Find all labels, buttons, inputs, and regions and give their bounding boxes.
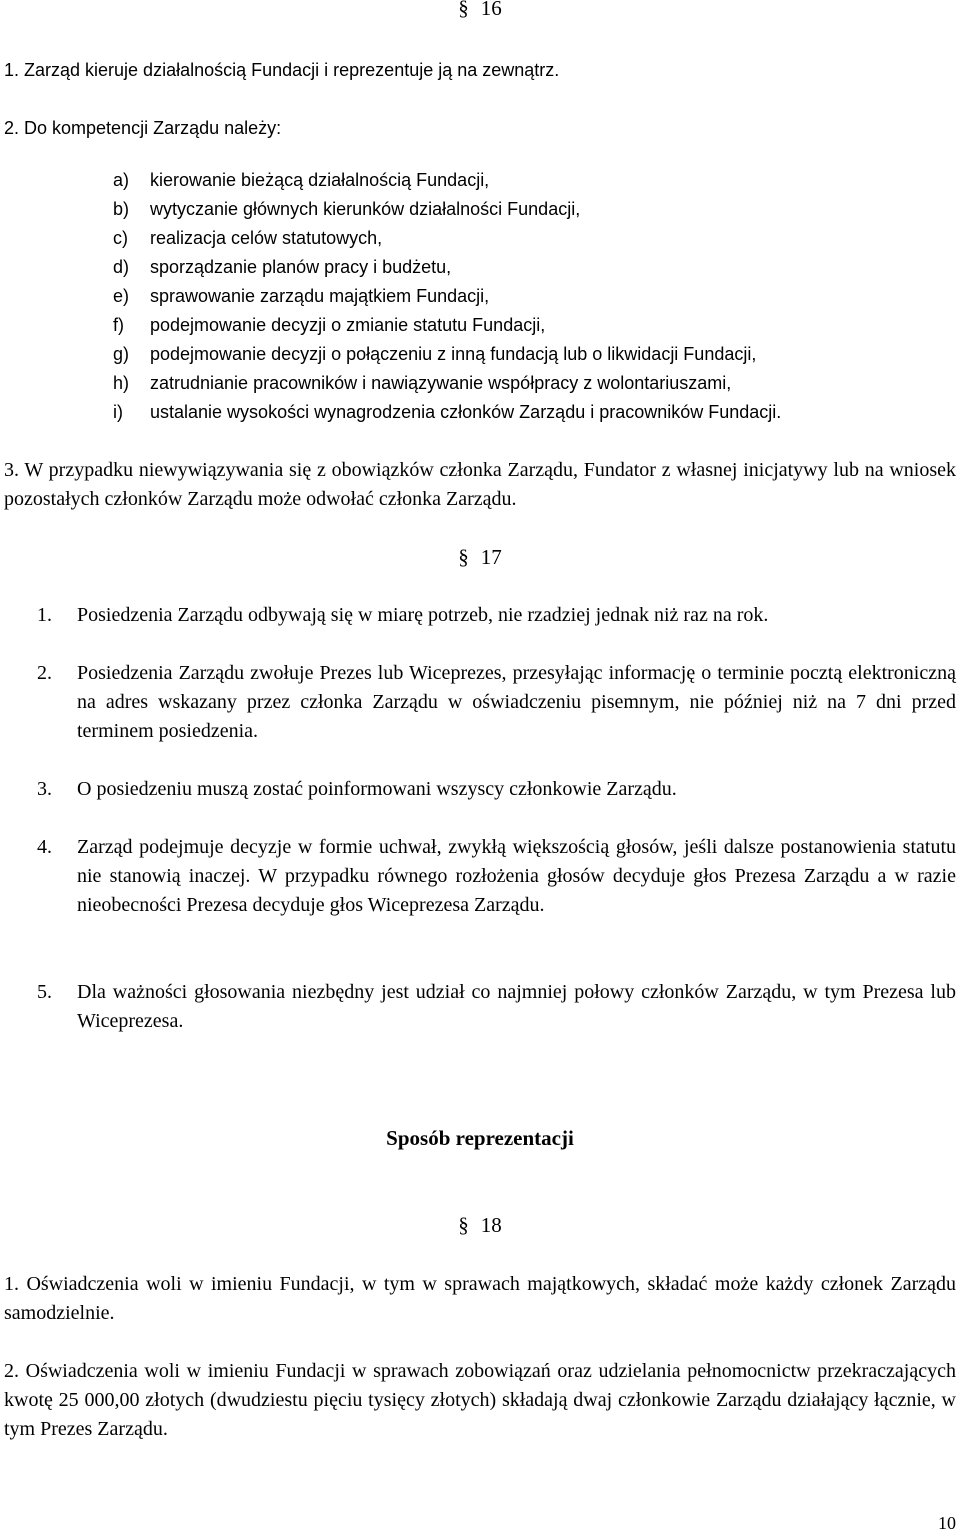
- list-item: g) podejmowanie decyzji o połączeniu z inną fundacją lub o likwidacji Fundacji,: [113, 344, 757, 364]
- section-symbol: §: [458, 545, 469, 569]
- list-item: i) ustalanie wysokości wynagrodzenia członków Zarządu i pracowników Fundacji.: [113, 402, 782, 422]
- list-item: h) zatrudnianie pracowników i nawiązywanie współpracy z wolontariuszami,: [113, 373, 732, 393]
- list-item: c) realizacja celów statutowych,: [113, 228, 383, 248]
- list-item: 5. Dla ważności głosowania niezbędny jest udział co najmniej połowy członków Zarządu, w tym Prezesa lub Wiceprezesa.: [37, 981, 956, 1032]
- list-item: d) sporządzanie planów pracy i budżetu,: [113, 257, 452, 277]
- section-number: 16: [480, 0, 502, 20]
- paragraph-16-2: 2. Do kompetencji Zarządu należy:: [4, 118, 282, 138]
- section-symbol: §: [458, 0, 469, 20]
- section-heading: Sposób reprezentacji: [386, 1126, 574, 1150]
- section-17-header: [0, 543, 960, 572]
- list-item: 2. Posiedzenia Zarządu zwołuje Prezes lub Wiceprezes, przesyłając informację o terminie pocztą elektroniczną na adres wskazany przez członka Zarządu w oświadczeniu pisemnym, nie później niż na 7 dni przed terminem posiedzenia.: [37, 662, 956, 742]
- paragraph-16-3: 3. W przypadku niewywiązywania się z obowiązków członka Zarządu, Fundator z własnej inicjatywy lub na wniosek pozostałych członków Zarządu może odwołać członka Zarządu.: [4, 459, 956, 510]
- list-item: 1. Posiedzenia Zarządu odbywają się w miarę potrzeb, nie rzadziej jednak niż raz na rok.: [37, 604, 769, 626]
- section-18-header: [0, 1211, 960, 1240]
- paragraph-16-1: 1. Zarząd kieruje działalnością Fundacji i reprezentuje ją na zewnątrz.: [4, 60, 560, 80]
- list-item: 4. Zarząd podejmuje decyzje w formie uchwał, zwykłą większością głosów, jeśli dalsze postanowienia statutu nie stanowią inaczej. W przypadku równego rozłożenia głosów decyduje głos Prezesa Zarządu a w razie nieobecności Prezesa decyduje głos Wiceprezesa Zarządu.: [37, 836, 956, 916]
- section-16-header: [0, 0, 960, 23]
- section-number: 17: [480, 545, 502, 569]
- list-item: b) wytyczanie głównych kierunków działalności Fundacji,: [113, 199, 581, 219]
- section-symbol: §: [458, 1213, 469, 1237]
- paragraph-18-1: 1. Oświadczenia woli w imieniu Fundacji, w tym w sprawach majątkowych, składać może każdy członek Zarządu samodzielnie.: [4, 1273, 956, 1324]
- section-number: 18: [480, 1213, 502, 1237]
- list-item: 3. O posiedzeniu muszą zostać poinformowani wszyscy członkowie Zarządu.: [37, 778, 677, 800]
- list-item: e) sprawowanie zarządu majątkiem Fundacji,: [113, 286, 490, 306]
- paragraph-18-2: 2. Oświadczenia woli w imieniu Fundacji w sprawach zobowiązań oraz udzielania pełnomocnictw przekraczających kwotę 25 000,00 złotych (dwudziestu pięciu tysięcy złotych) składają dwaj członkowie Zarządu działający łącznie, w tym Prezes Zarządu.: [4, 1360, 956, 1440]
- list-item: a) kierowanie bieżącą działalnością Fundacji,: [113, 170, 490, 190]
- page-number: 10: [938, 1513, 956, 1533]
- list-item: f) podejmowanie decyzji o zmianie statutu Fundacji,: [113, 315, 546, 335]
